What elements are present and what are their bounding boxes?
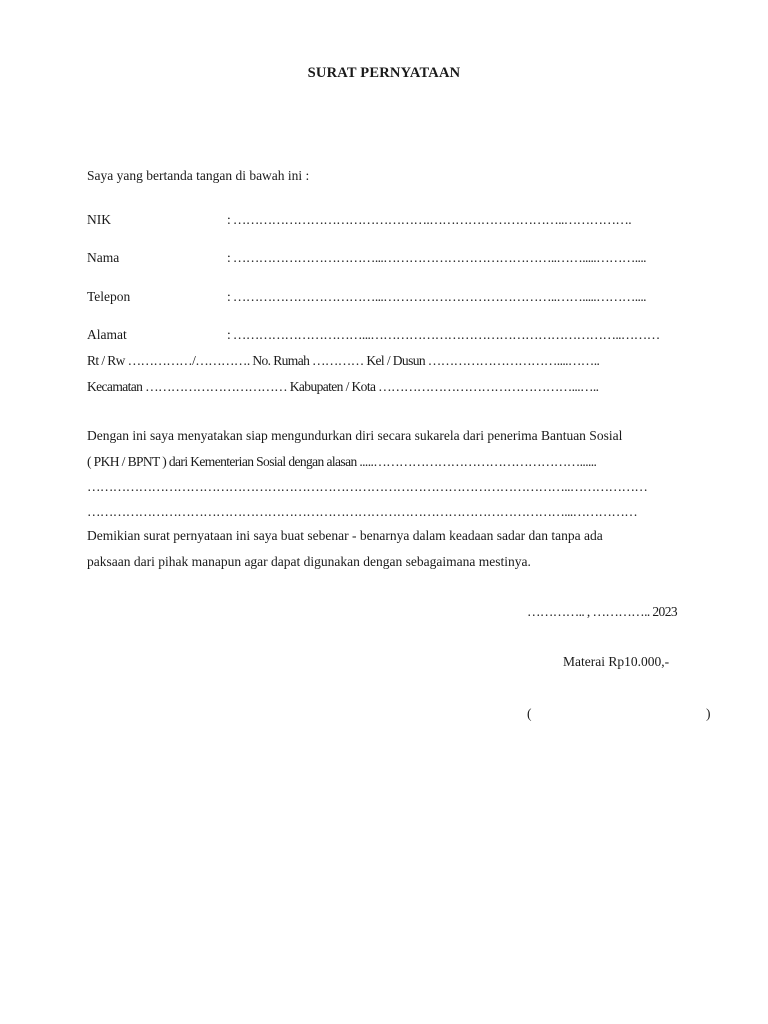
nama-field: : ……………………………...…………………………………..…….....……….... xyxy=(227,250,646,265)
nik-label: NIK xyxy=(87,212,111,227)
kecamatan-line: Kecamatan …………………………… Kabupaten / Kota ………………………………………...….. xyxy=(87,379,599,394)
signature-open-paren: ( xyxy=(527,706,532,721)
rt-rw-line: Rt / Rw ……………/…………. No. Rumah ………… Kel / Dusun …………………………....…….. xyxy=(87,353,600,368)
closing-line-2: paksaan dari pihak manapun agar dapat digunakan dengan sebagaimana mestinya. xyxy=(87,554,531,569)
document-title: SURAT PERNYATAAN xyxy=(307,65,461,81)
alamat-label: Alamat xyxy=(87,327,127,342)
nama-label: Nama xyxy=(87,250,120,265)
telepon-label: Telepon xyxy=(87,289,131,304)
intro-text: Saya yang bertanda tangan di bawah ini : xyxy=(87,168,310,183)
materai-label: Materai Rp10.000,- xyxy=(563,654,670,669)
signature-close-paren: ) xyxy=(706,706,711,721)
reason-line-1: …………………………………………………………………………………………………..……………… xyxy=(87,479,648,494)
place-date-line: ………….. , ………….. 2023 xyxy=(527,604,678,619)
nik-field: : ……………………………………….…………………………..……………. xyxy=(227,212,632,227)
closing-line-1: Demikian surat pernyataan ini saya buat sebenar - benarnya dalam keadaan sadar dan tanpa ada xyxy=(87,528,603,543)
statement-line-2: ( PKH / BPNT ) dari Kementerian Sosial dengan alasan .....…………………………………………...... xyxy=(87,454,597,469)
statement-line-1: Dengan ini saya menyatakan siap mengundurkan diri secara sukarela dari penerima Bantuan Sosial xyxy=(87,428,623,443)
reason-line-2: …………………………………………………………………………………………………...…………… xyxy=(87,504,638,519)
telepon-field: : ……………………………...…………………………………..…….....……….... xyxy=(227,289,646,304)
alamat-field: : …………………………...…………………………………………………..……… xyxy=(227,327,660,342)
